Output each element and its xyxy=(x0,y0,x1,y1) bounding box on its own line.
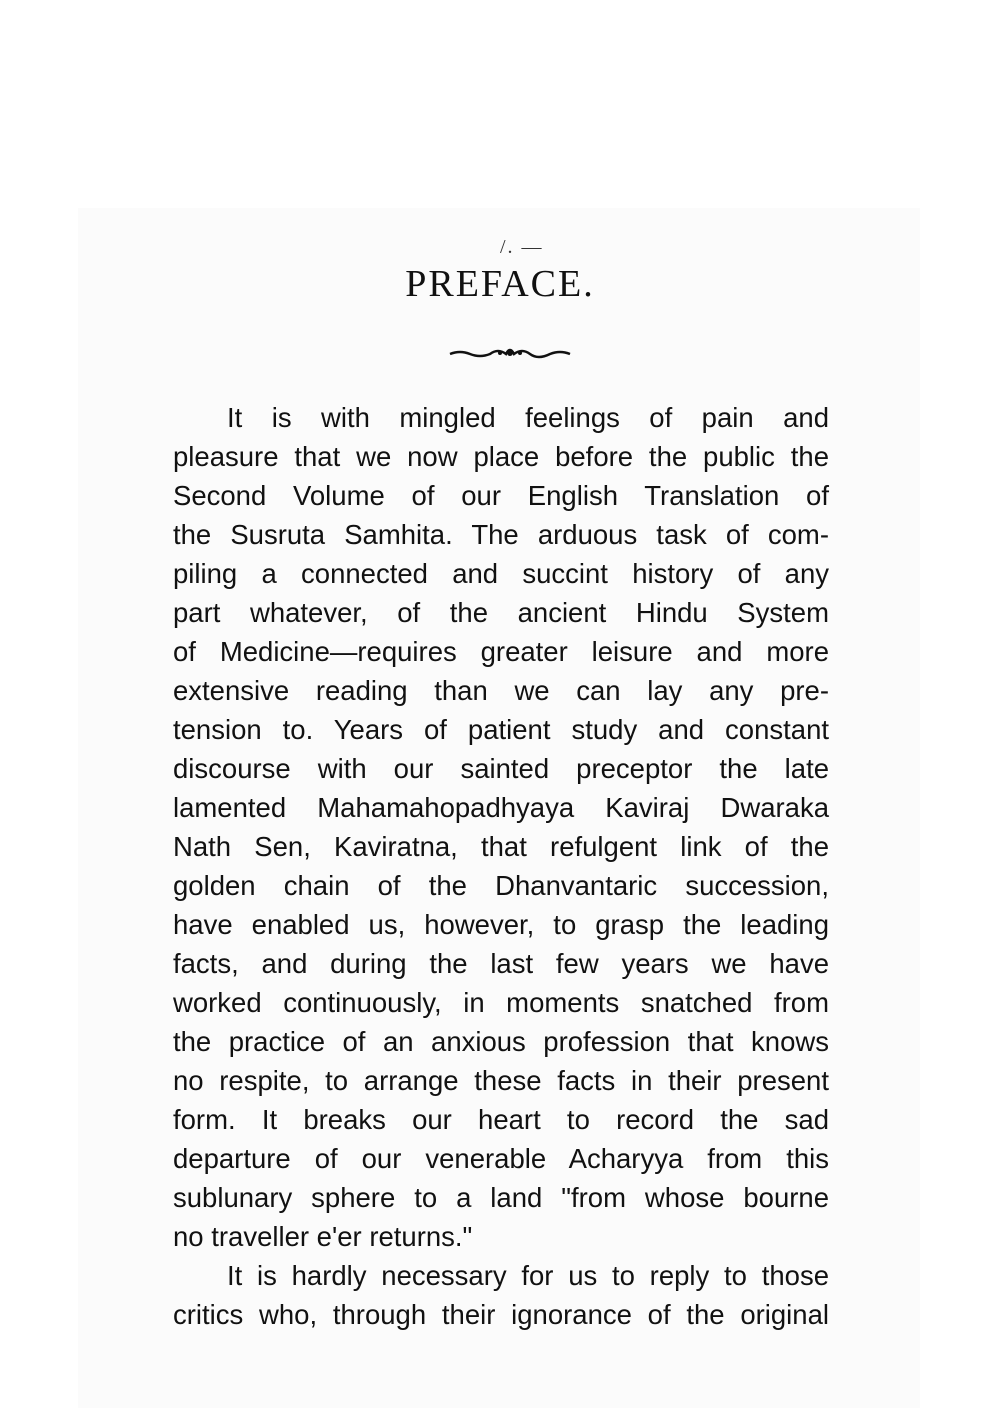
text-line: no traveller e'er returns." xyxy=(173,1221,473,1252)
text-line: discourse with our sainted preceptor the late xyxy=(173,753,829,784)
page-mark: /. — xyxy=(500,236,544,258)
text-line: pleasure that we now place before the public the xyxy=(173,441,829,472)
paragraph-2 xyxy=(173,1256,829,1334)
text-line: piling a connected and succint history of any xyxy=(173,558,829,589)
preface-body xyxy=(173,398,829,1334)
text-line: It is with mingled feelings of pain and xyxy=(227,402,829,433)
text-line: part whatever, of the ancient Hindu System xyxy=(173,597,829,628)
text-line: extensive reading than we can lay any pre- xyxy=(173,675,829,706)
text-line: worked continuously, in moments snatched from xyxy=(173,987,829,1018)
text-line: departure of our venerable Acharyya from this xyxy=(173,1143,829,1174)
text-line: no respite, to arrange these facts in their present xyxy=(173,1065,829,1096)
text-line: It is hardly necessary for us to reply to those xyxy=(227,1260,829,1291)
text-line: Nath Sen, Kaviratna, that refulgent link of the xyxy=(173,831,829,862)
paragraph-1 xyxy=(173,398,829,1256)
text-line: the Susruta Samhita. The arduous task of com- xyxy=(173,519,829,550)
text-line: lamented Mahamahopadhyaya Kaviraj Dwaraka xyxy=(173,792,829,823)
ornament-divider-icon xyxy=(440,340,580,366)
text-line: facts, and during the last few years we have xyxy=(173,948,829,979)
text-line: sublunary sphere to a land "from whose bourne xyxy=(173,1182,829,1213)
text-line: the practice of an anxious profession that knows xyxy=(173,1026,829,1057)
text-line: have enabled us, however, to grasp the leading xyxy=(173,909,829,940)
text-line: of Medicine—requires greater leisure and more xyxy=(173,636,829,667)
text-line: Second Volume of our English Translation of xyxy=(173,480,829,511)
text-line: golden chain of the Dhanvantaric succession, xyxy=(173,870,829,901)
text-line: critics who, through their ignorance of the original xyxy=(173,1299,829,1330)
page-title: PREFACE. xyxy=(405,263,595,305)
text-line: tension to. Years of patient study and constant xyxy=(173,714,829,745)
text-line: form. It breaks our heart to record the sad xyxy=(173,1104,829,1135)
